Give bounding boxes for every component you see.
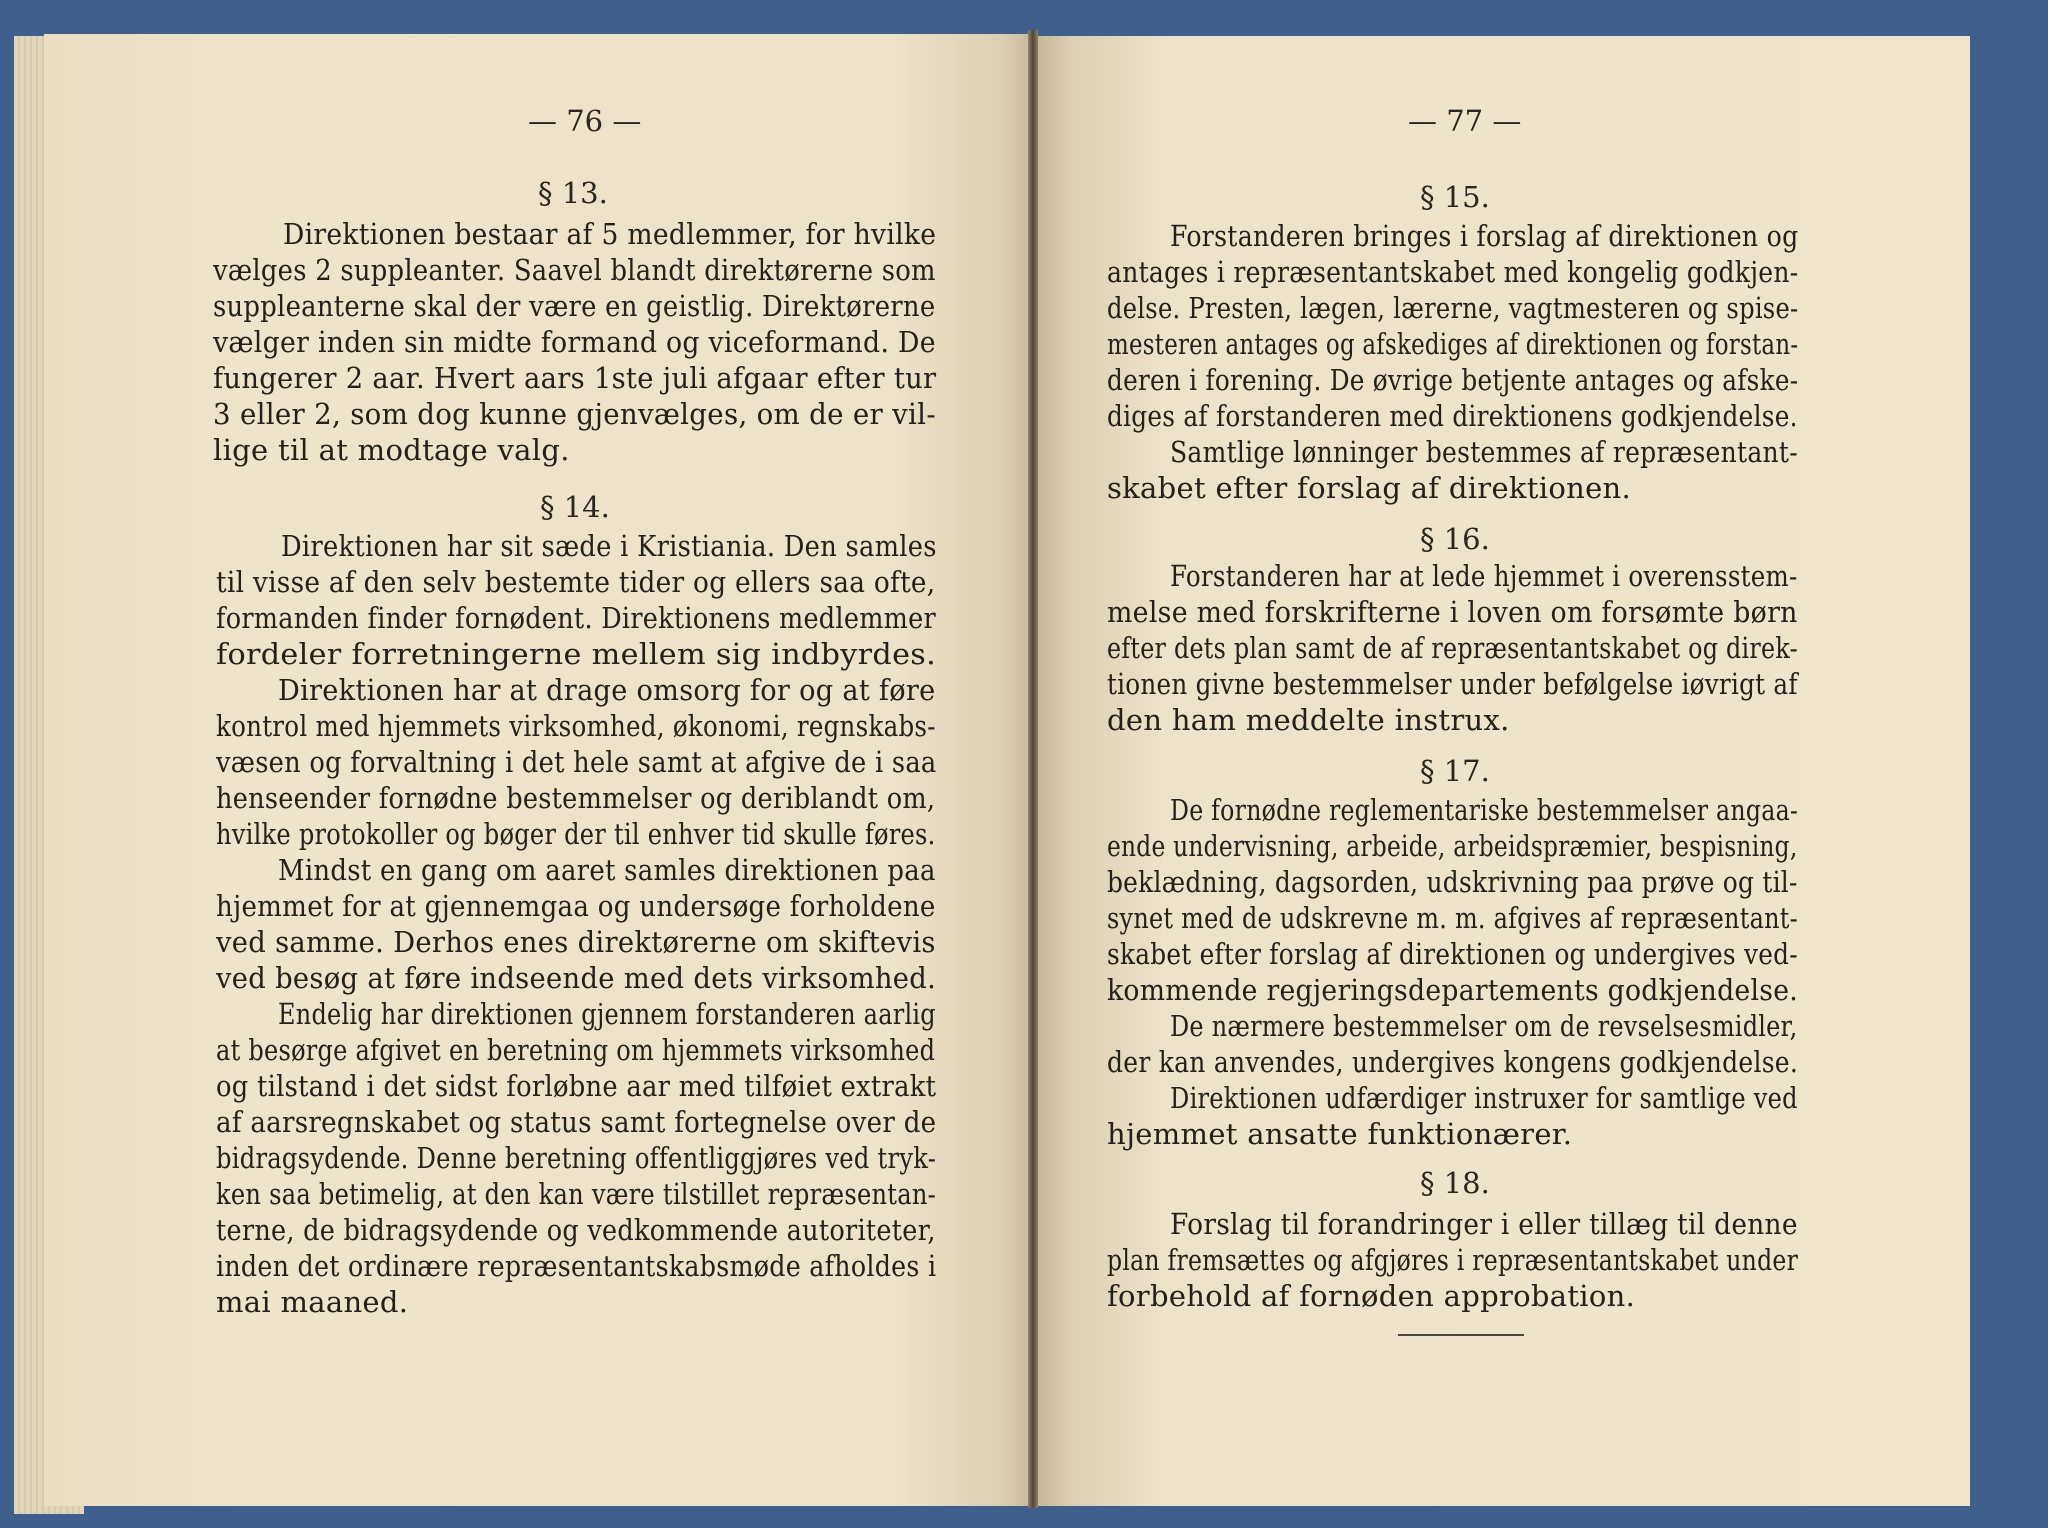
text-line: formanden finder fornødent. Direktionens medlemmer <box>216 601 936 635</box>
text-line: den ham meddelte instrux. <box>1107 703 1510 737</box>
text-line: melse med forskrifterne i loven om forsømte børn <box>1107 595 1798 629</box>
page-number-left: — 76 — <box>528 104 642 138</box>
text-line: fordeler forretningerne mellem sig indbyrdes. <box>216 637 937 671</box>
text-line: vælges 2 suppleanter. Saavel blandt direktørerne som <box>213 253 936 287</box>
text-line: kontrol med hjemmets virksomhed, økonomi, regnskabs- <box>216 709 936 743</box>
text-line: væsen og forvaltning i det hele samt at afgive de i saa <box>216 745 937 779</box>
text-line: Forslag til forandringer i eller tillæg til denne <box>1170 1207 1798 1241</box>
text-line: beklædning, dagsorden, udskrivning paa prøve og til- <box>1107 865 1798 899</box>
text-line: og tilstand i det sidst forløbne aar med tilføiet extrakt <box>216 1069 937 1103</box>
closing-rule <box>1398 1334 1524 1336</box>
book-gutter <box>1028 30 1038 1508</box>
text-line: suppleanterne skal der være en geistlig. Direktørerne <box>213 289 936 323</box>
text-line: 3 eller 2, som dog kunne gjenvælges, om de er vil- <box>213 397 936 431</box>
text-line: Samtlige lønninger bestemmes af repræsentant- <box>1170 435 1798 469</box>
text-line: kommende regjeringsdepartements godkjendelse. <box>1107 973 1799 1007</box>
text-line: der kan anvendes, undergives kongens godkjendelse. <box>1107 1045 1799 1079</box>
text-line: De nærmere bestemmelser om de revselsesmidler, <box>1170 1009 1798 1043</box>
text-line: deren i forening. De øvrige betjente antages og afske- <box>1107 363 1799 397</box>
text-line: terne, de bidragsydende og vedkommende autoriteter, <box>216 1213 936 1247</box>
text-line: antages i repræsentantskabet med kongelig godkjen- <box>1107 255 1799 289</box>
text-line: synet med de udskrevne m. m. afgives af repræsentant- <box>1107 901 1799 935</box>
text-line: forbehold af fornøden approbation. <box>1107 1279 1636 1313</box>
text-line: at besørge afgivet en beretning om hjemmets virksomhed <box>216 1033 936 1067</box>
text-line: diges af forstanderen med direktionens godkjendelse. <box>1107 399 1798 433</box>
text-line: bidragsydende. Denne beretning offentliggjøres ved tryk- <box>216 1141 937 1175</box>
text-line: ken saa betimelig, at den kan være tilstillet repræsentan- <box>216 1177 937 1211</box>
text-line: til visse af den selv bestemte tider og ellers saa ofte, <box>216 565 936 599</box>
text-line: hjemmet for at gjennemgaa og undersøge forholdene <box>216 889 936 923</box>
text-line: Mindst en gang om aaret samles direktionen paa <box>278 853 936 887</box>
section-heading-16: § 16. <box>1420 522 1490 556</box>
text-line: henseender fornødne bestemmelser og deriblandt om, <box>216 781 936 815</box>
text-line: mai maaned. <box>216 1285 409 1319</box>
text-line: skabet efter forslag af direktionen. <box>1107 471 1632 505</box>
text-line: lige til at modtage valg. <box>213 433 570 467</box>
text-line: inden det ordinære repræsentantskabsmøde afholdes i <box>216 1249 937 1283</box>
text-line: mesteren antages og afskediges af direktionen og forstan- <box>1107 327 1799 361</box>
section-heading-18: § 18. <box>1420 1166 1490 1200</box>
text-line: plan fremsættes og afgjøres i repræsentantskabet under <box>1107 1243 1799 1277</box>
text-line: tionen givne bestemmelser under befølgelse iøvrigt af <box>1107 667 1798 701</box>
text-line: fungerer 2 aar. Hvert aars 1ste juli afgaar efter tur <box>213 361 937 395</box>
page-number-right: — 77 — <box>1408 104 1522 138</box>
section-heading-14: § 14. <box>540 490 610 524</box>
section-heading-15: § 15. <box>1420 180 1490 214</box>
section-heading-17: § 17. <box>1420 754 1490 788</box>
section-heading-13: § 13. <box>538 176 608 210</box>
text-line: ved samme. Derhos enes direktørerne om skiftevis <box>216 925 936 959</box>
text-line: Endelig har direktionen gjennem forstanderen aarlig <box>278 997 936 1031</box>
text-line: af aarsregnskabet og status samt fortegnelse over de <box>216 1105 937 1139</box>
text-line: Direktionen har sit sæde i Kristiania. Den samles <box>281 529 937 563</box>
text-line: skabet efter forslag af direktionen og undergives ved- <box>1107 937 1798 971</box>
text-line: Forstanderen bringes i forslag af direktionen og <box>1170 219 1799 253</box>
text-line: Direktionen udfærdiger instruxer for samtlige ved <box>1170 1081 1798 1115</box>
text-line: vælger inden sin midte formand og viceformand. De <box>213 325 936 359</box>
text-line: Forstanderen har at lede hjemmet i overensstem- <box>1170 559 1798 593</box>
text-line: De fornødne reglementariske bestemmelser angaa- <box>1170 793 1799 827</box>
text-line: hvilke protokoller og bøger der til enhver tid skulle føres. <box>216 817 936 851</box>
text-line: Direktionen har at drage omsorg for og at føre <box>278 673 936 707</box>
text-line: ved besøg at føre indseende med dets virksomhed. <box>216 961 937 995</box>
text-line: delse. Presten, lægen, lærerne, vagtmesteren og spise- <box>1107 291 1799 325</box>
text-line: ende undervisning, arbeide, arbeidspræmier, bespisning, <box>1107 829 1798 863</box>
text-line: Direktionen bestaar af 5 medlemmer, for hvilke <box>283 217 937 251</box>
text-line: hjemmet ansatte funktionærer. <box>1107 1117 1573 1151</box>
text-line: efter dets plan samt de af repræsentantskabet og direk- <box>1107 631 1798 665</box>
